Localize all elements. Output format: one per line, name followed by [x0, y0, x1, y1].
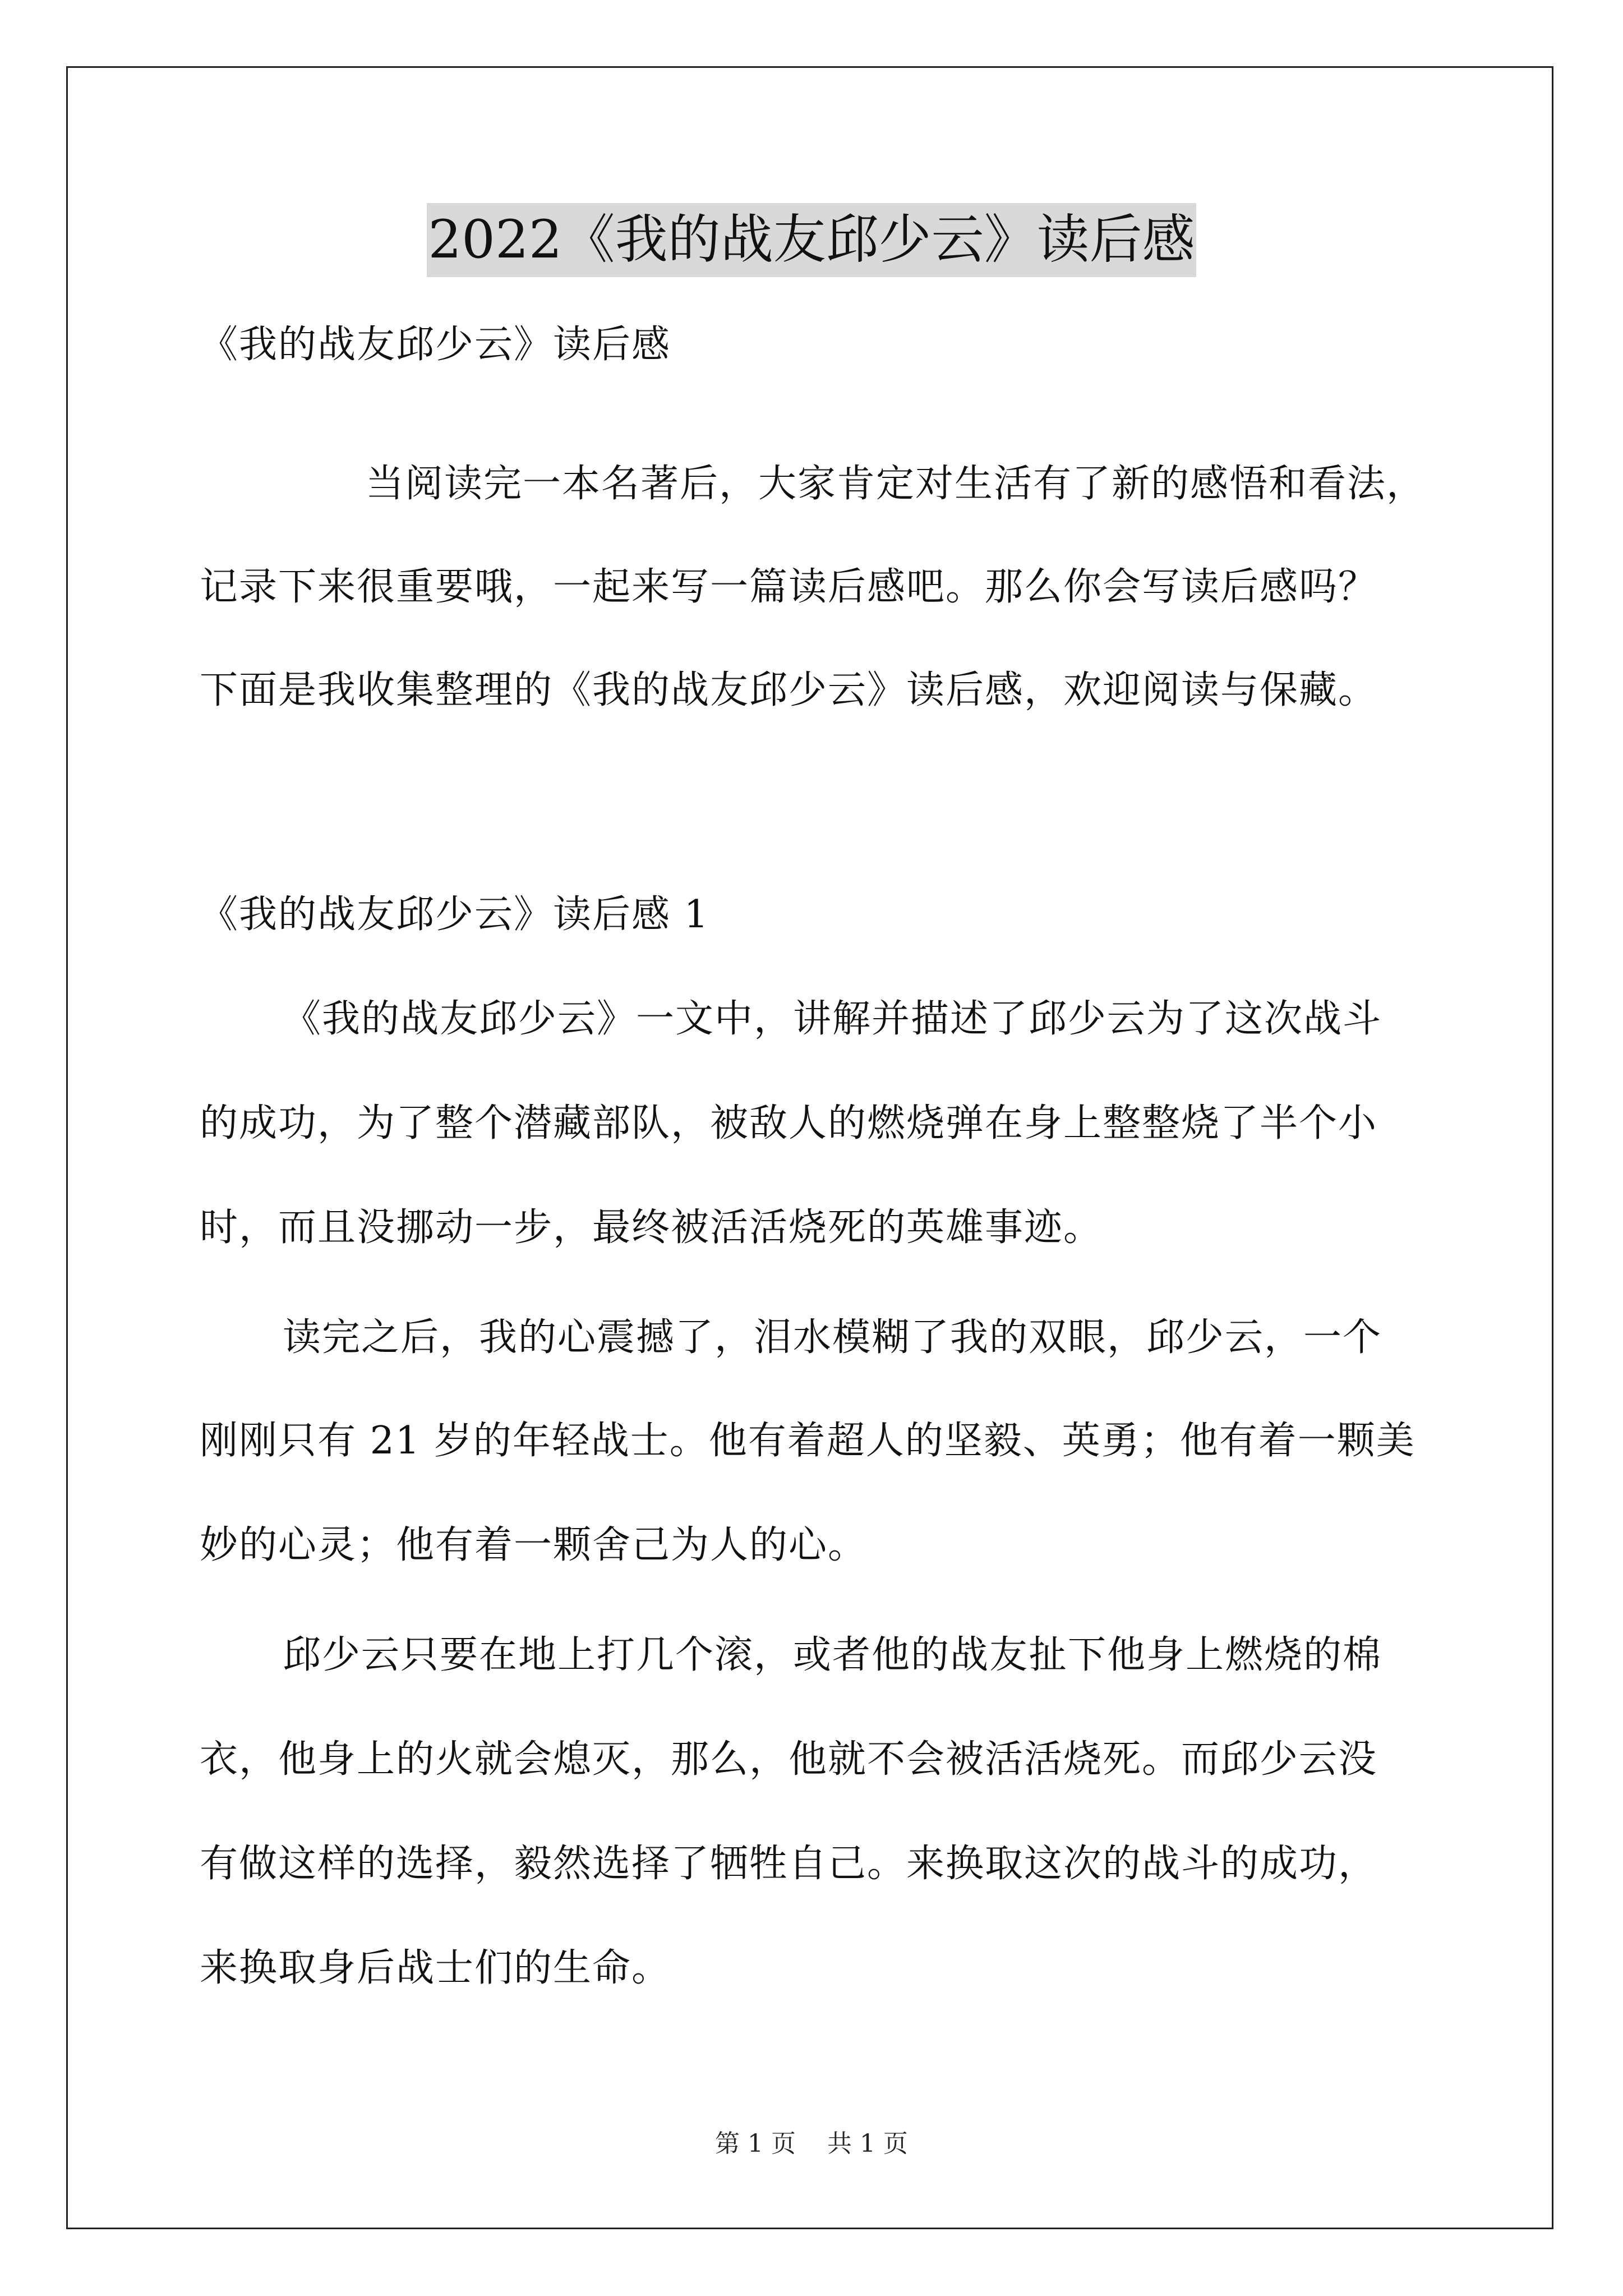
paragraph-line: 邱少云只要在地上打几个滚，或者他的战友扯下他身上燃烧的棉: [283, 1633, 1382, 1677]
intro-line: 下面是我收集整理的《我的战友邱少云》读后感，欢迎阅读与保藏。: [200, 668, 1378, 712]
intro-line: 记录下来很重要哦，一起来写一篇读后感吧。那么你会写读后感吗？: [200, 565, 1378, 609]
paragraph-line: 《我的战友邱少云》一文中，讲解并描述了邱少云为了这次战斗: [283, 997, 1382, 1041]
intro-line: 当阅读完一本名著后，大家肯定对生活有了新的感悟和看法，: [366, 462, 1426, 506]
paragraph-line: 读完之后，我的心震撼了，泪水模糊了我的双眼，邱少云，一个: [283, 1315, 1382, 1360]
paragraph-line: 有做这样的选择，毅然选择了牺牲自己。来换取这次的战斗的成功，: [200, 1842, 1378, 1886]
paragraph-line: 衣，他身上的火就会熄灭，那么，他就不会被活活烧死。而邱少云没: [200, 1737, 1378, 1782]
page-footer: 第 1 页 共 1 页: [715, 2129, 908, 2158]
section-heading: 《我的战友邱少云》读后感 1: [200, 892, 709, 937]
paragraph-line: 妙的心灵；他有着一颗舍己为人的心。: [200, 1523, 868, 1567]
document-title: 2022《我的战友邱少云》读后感: [427, 203, 1196, 277]
document-subtitle: 《我的战友邱少云》读后感: [200, 323, 671, 367]
title-container: [0, 203, 1623, 277]
paragraph-line: 的成功，为了整个潜藏部队，被敌人的燃烧弹在身上整整烧了半个小: [200, 1101, 1378, 1145]
paragraph-line: 来换取身后战士们的生命。: [200, 1946, 671, 1990]
paragraph-line: 刚刚只有 21 岁的年轻战士。他有着超人的坚毅、英勇；他有着一颗美: [200, 1419, 1415, 1463]
paragraph-line: 时，而且没挪动一步，最终被活活烧死的英雄事迹。: [200, 1205, 1103, 1250]
